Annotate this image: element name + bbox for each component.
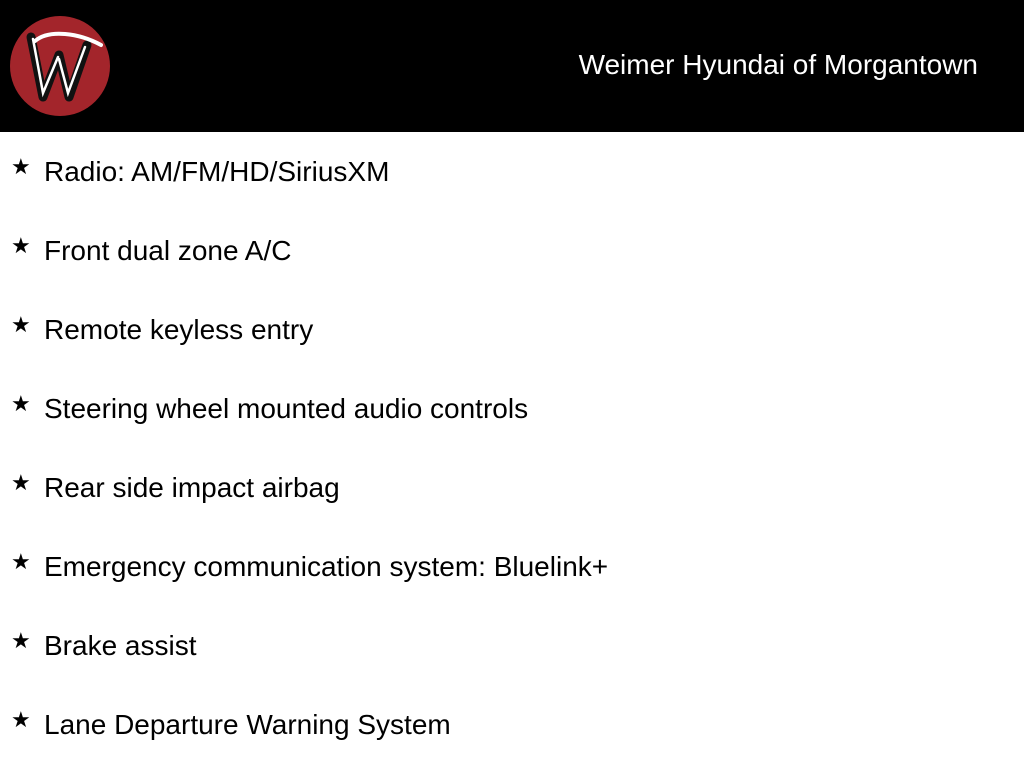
feature-label: Steering wheel mounted audio controls [44, 393, 529, 424]
feature-item [0, 369, 1024, 448]
feature-label: Emergency communication system: Bluelink+ [44, 551, 609, 582]
feature-item [0, 132, 1024, 211]
dealer-name: Weimer Hyundai of Morgantown [578, 49, 978, 80]
feature-item [0, 685, 1024, 764]
feature-item [0, 211, 1024, 290]
weimer-w-logo-icon [9, 15, 111, 117]
star-icon: ★ [11, 550, 31, 575]
feature-item [0, 448, 1024, 527]
star-icon: ★ [11, 392, 31, 417]
feature-list [0, 132, 1024, 764]
header-bar [0, 0, 1024, 132]
feature-label: Radio: AM/FM/HD/SiriusXM [44, 156, 390, 187]
feature-label: Rear side impact airbag [44, 472, 340, 503]
feature-label: Remote keyless entry [44, 314, 314, 345]
feature-label: Brake assist [44, 630, 197, 661]
star-icon: ★ [11, 708, 31, 733]
star-icon: ★ [11, 471, 31, 496]
feature-label: Lane Departure Warning System [44, 709, 451, 740]
star-icon: ★ [11, 155, 31, 180]
feature-item [0, 606, 1024, 685]
star-icon: ★ [11, 313, 31, 338]
star-icon: ★ [11, 234, 31, 259]
feature-label: Front dual zone A/C [44, 235, 292, 266]
star-icon: ★ [11, 629, 31, 654]
feature-item [0, 527, 1024, 606]
feature-item [0, 290, 1024, 369]
